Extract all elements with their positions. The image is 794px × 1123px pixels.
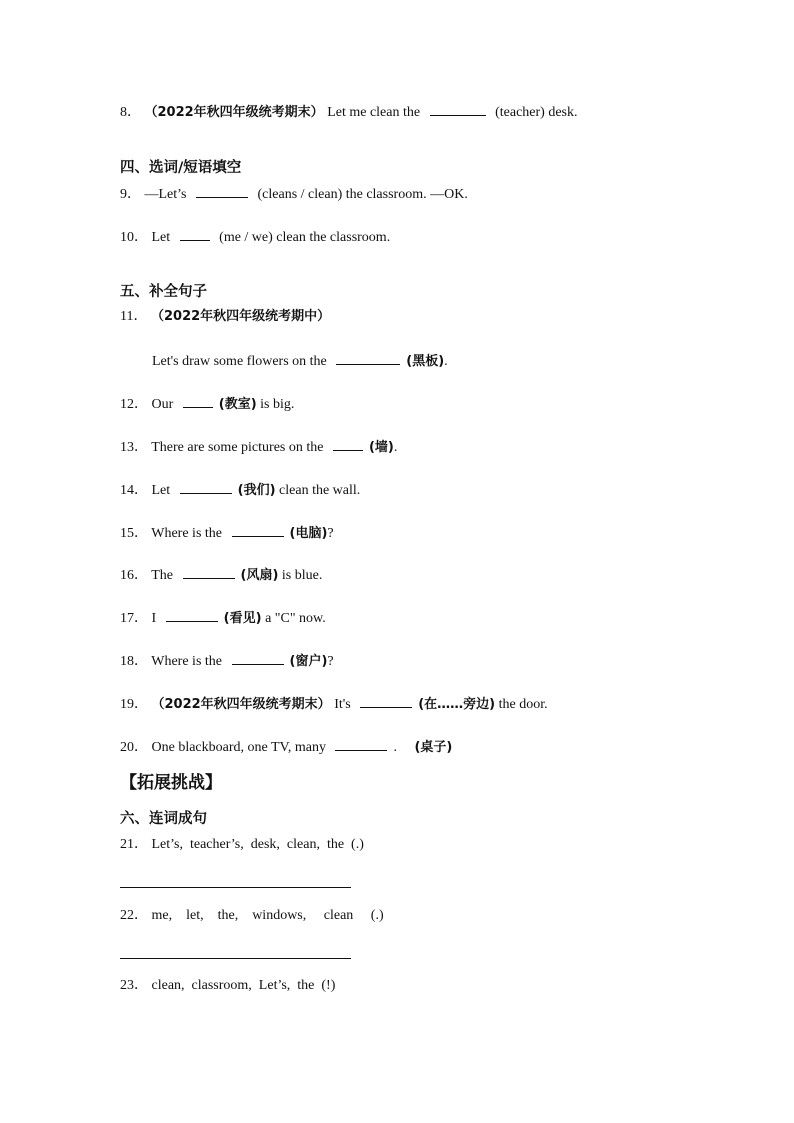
question-text: a "C" now. <box>261 611 326 626</box>
question-number: 13． <box>120 440 148 455</box>
question-text: One blackboard, one TV, many <box>151 740 326 755</box>
answer-line[interactable] <box>120 958 351 959</box>
section-6-title: 六、连词成句 <box>120 811 207 827</box>
question-text: It's <box>334 697 351 712</box>
question-text: (cleans / clean) the classroom. —OK. <box>257 187 468 202</box>
chinese-hint: (墙) <box>368 440 394 455</box>
question-text: Let me clean the <box>327 105 421 120</box>
question-number: 21． <box>120 837 148 852</box>
question-11 <box>152 351 448 371</box>
question-text: Where is the <box>151 526 222 541</box>
question-text: . <box>393 440 398 455</box>
question-number: 18． <box>120 654 148 669</box>
chinese-hint: (教室) <box>218 397 257 412</box>
question-8 <box>120 102 578 122</box>
question-text: There are some pictures on the <box>151 440 324 455</box>
question-text: Let <box>151 483 171 498</box>
question-number: 17． <box>120 611 148 626</box>
chinese-hint: (风扇) <box>240 568 279 583</box>
answer-blank[interactable] <box>430 102 486 116</box>
question-number: 8． <box>120 105 141 120</box>
chinese-hint: (电脑) <box>289 526 328 541</box>
question-11-header <box>120 308 330 326</box>
question-text: clean, classroom, Let’s, the (!) <box>151 978 336 993</box>
question-19 <box>120 694 548 714</box>
question-text: ? <box>327 654 334 669</box>
question-16 <box>120 565 322 585</box>
question-12 <box>120 394 294 414</box>
answer-blank[interactable] <box>360 694 412 708</box>
question-9 <box>120 184 468 204</box>
question-source: （2022年秋四年级统考期中） <box>150 309 331 324</box>
question-text: —Let’s <box>144 187 187 202</box>
question-15 <box>120 523 334 543</box>
question-number: 14． <box>120 483 148 498</box>
question-text: Let <box>151 230 171 245</box>
question-number: 16． <box>120 568 148 583</box>
answer-blank[interactable] <box>333 437 363 451</box>
question-number: 19． <box>120 697 148 712</box>
question-text: ? <box>327 526 334 541</box>
question-text: (teacher) desk. <box>495 105 578 120</box>
question-text: clean the wall. <box>275 483 361 498</box>
question-text: The <box>151 568 174 583</box>
chinese-hint: (黑板) <box>406 354 445 369</box>
question-source: （2022年秋四年级统考期末） <box>151 697 331 712</box>
question-18 <box>120 651 334 671</box>
question-text: Our <box>151 397 174 412</box>
question-text: I <box>151 611 157 626</box>
question-number: 22． <box>120 908 148 923</box>
question-text: is big. <box>256 397 295 412</box>
answer-blank[interactable] <box>196 184 248 198</box>
section-4-title: 四、选词/短语填空 <box>120 160 242 176</box>
answer-blank[interactable] <box>183 394 213 408</box>
answer-blank[interactable] <box>232 523 284 537</box>
answer-blank[interactable] <box>180 227 210 241</box>
question-text: the door. <box>495 697 548 712</box>
question-number: 9． <box>120 187 141 202</box>
question-13 <box>120 437 397 457</box>
answer-blank[interactable] <box>180 480 232 494</box>
chinese-hint: (桌子) <box>414 740 453 755</box>
chinese-hint: (在……旁边) <box>418 697 496 712</box>
question-text: me, let, the, windows, clean (.) <box>151 908 384 923</box>
question-number: 12． <box>120 397 148 412</box>
question-text: . <box>393 740 397 755</box>
question-21 <box>120 836 364 854</box>
question-source: （2022年秋四年级统考期末） <box>144 105 324 120</box>
question-text: Let's draw some flowers on the <box>152 354 327 369</box>
extension-challenge-title: 【拓展挑战】 <box>120 773 222 793</box>
question-14 <box>120 480 360 500</box>
answer-blank[interactable] <box>232 651 284 665</box>
chinese-hint: (我们) <box>237 483 276 498</box>
question-text: Where is the <box>151 654 222 669</box>
answer-blank[interactable] <box>336 351 400 365</box>
question-number: 10． <box>120 230 148 245</box>
answer-blank[interactable] <box>166 608 218 622</box>
question-text: (me / we) clean the classroom. <box>219 230 391 245</box>
section-5-title: 五、补全句子 <box>120 284 207 300</box>
question-text: is blue. <box>278 568 323 583</box>
answer-blank[interactable] <box>335 737 387 751</box>
question-20 <box>120 737 452 757</box>
chinese-hint: (窗户) <box>289 654 328 669</box>
chinese-hint: (看见) <box>223 611 262 626</box>
answer-blank[interactable] <box>183 565 235 579</box>
question-22 <box>120 907 384 925</box>
question-number: 11． <box>120 309 148 324</box>
question-23 <box>120 977 335 995</box>
question-17 <box>120 608 326 628</box>
question-number: 20． <box>120 740 148 755</box>
question-text: . <box>444 354 448 369</box>
question-number: 15． <box>120 526 148 541</box>
answer-line[interactable] <box>120 887 351 888</box>
question-number: 23． <box>120 978 148 993</box>
question-text: Let’s, teacher’s, desk, clean, the (.) <box>151 837 364 852</box>
question-10 <box>120 227 390 247</box>
